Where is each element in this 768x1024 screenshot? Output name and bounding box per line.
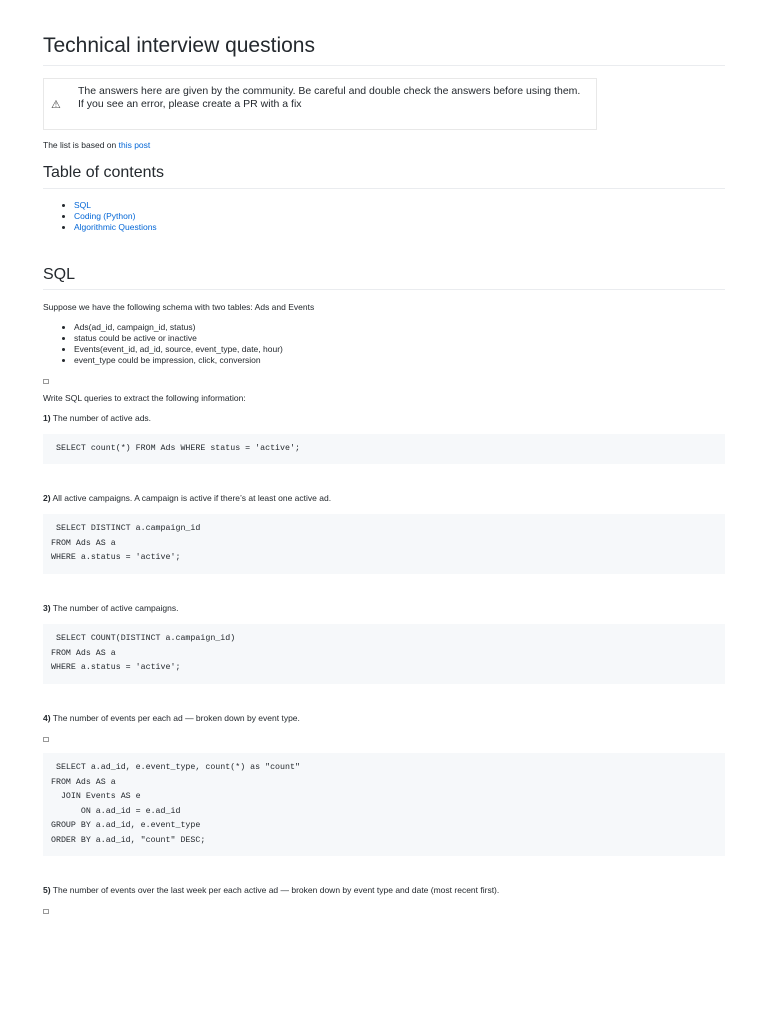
callout-line-1: The answers here are given by the community. Be careful and double check the answers before using them. bbox=[78, 85, 581, 97]
schema-item: • status could be active or inactive bbox=[74, 333, 283, 344]
empty-checkbox-icon bbox=[43, 909, 49, 914]
warning-icon: ⚠ bbox=[51, 99, 61, 111]
question-text: The number of active ads. bbox=[50, 413, 152, 423]
intro-text: The list is based on this post bbox=[43, 140, 151, 150]
schema-item: • Ads(ad_id, campaign_id, status) bbox=[74, 322, 283, 333]
callout-line-2: If you see an error, please create a PR with a fix bbox=[78, 97, 302, 110]
sql-divider bbox=[43, 289, 725, 290]
schema-list bbox=[43, 322, 283, 366]
toc-heading: Table of contents bbox=[43, 164, 164, 181]
sql-heading: SQL bbox=[43, 266, 76, 283]
title-divider bbox=[43, 65, 725, 66]
community-warning-callout bbox=[43, 78, 597, 130]
schema-intro: Suppose we have the following schema with two tables: Ads and Events bbox=[43, 302, 315, 312]
question-number: 3) bbox=[43, 603, 51, 613]
code-block-3: SELECT COUNT(DISTINCT a.campaign_id) FROM Ads AS a WHERE a.status = 'active'; bbox=[43, 624, 725, 684]
toc-list bbox=[43, 200, 157, 233]
empty-checkbox-icon bbox=[43, 737, 49, 742]
question-number: 5) bbox=[43, 885, 51, 895]
question-2 bbox=[43, 493, 331, 504]
question-text: The number of events per each ad — broken down by event type. bbox=[50, 713, 300, 723]
schema-item: • event_type could be impression, click, conversion bbox=[74, 355, 283, 366]
question-text: The number of active campaigns. bbox=[50, 603, 179, 613]
question-3 bbox=[43, 603, 178, 614]
toc-link-coding[interactable]: Coding (Python) bbox=[74, 211, 136, 221]
question-number: 1) bbox=[43, 413, 51, 423]
code-block-1: SELECT count(*) FROM Ads WHERE status = 'active'; bbox=[43, 434, 725, 464]
question-text: The number of events over the last week per each active ad — broken down by event type and date (most recent first). bbox=[50, 885, 500, 895]
this-post-link[interactable]: this post bbox=[118, 140, 151, 150]
toc-link-algorithmic[interactable]: Algorithmic Questions bbox=[74, 222, 157, 232]
callout-text bbox=[78, 85, 583, 110]
question-number: 4) bbox=[43, 713, 51, 723]
task-text: Write SQL queries to extract the following information: bbox=[43, 393, 246, 403]
question-number: 2) bbox=[43, 493, 51, 503]
empty-checkbox-icon bbox=[43, 379, 49, 384]
code-block-4: SELECT a.ad_id, e.event_type, count(*) as "count" FROM Ads AS a JOIN Events AS e ON a.ad_id = e.ad_id GROUP BY a.ad_id, e.event_type ORDER BY a.ad_id, "count" DESC; bbox=[43, 753, 725, 856]
page-title: Technical interview questions bbox=[43, 34, 315, 57]
toc-item-algorithmic bbox=[74, 222, 157, 233]
schema-item: • Events(event_id, ad_id, source, event_type, date, hour) bbox=[74, 344, 283, 355]
toc-item-coding bbox=[74, 211, 157, 222]
toc-link-sql[interactable]: SQL bbox=[74, 200, 92, 210]
question-5 bbox=[43, 885, 499, 896]
code-block-2: SELECT DISTINCT a.campaign_id FROM Ads AS a WHERE a.status = 'active'; bbox=[43, 514, 725, 574]
toc-item-sql bbox=[74, 200, 157, 211]
question-4 bbox=[43, 713, 300, 724]
toc-divider bbox=[43, 188, 725, 189]
question-text: All active campaigns. A campaign is active if there’s at least one active ad. bbox=[50, 493, 332, 503]
question-1 bbox=[43, 413, 151, 424]
